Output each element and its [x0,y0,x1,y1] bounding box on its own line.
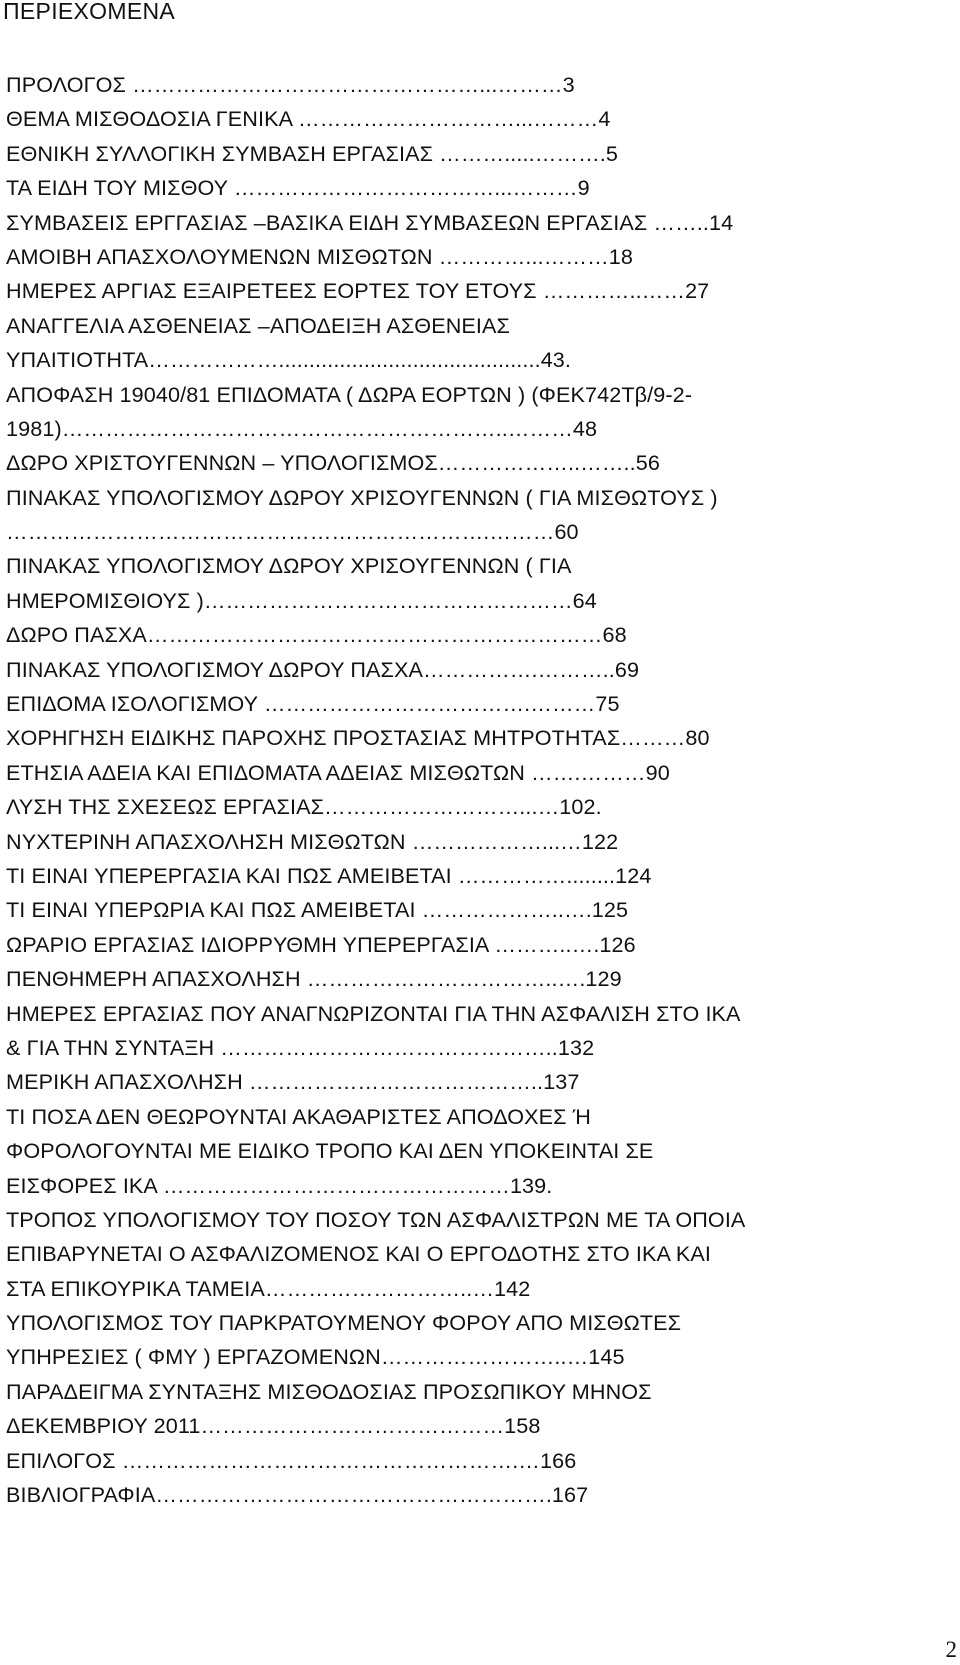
toc-line: ΣΥΜΒΑΣΕΙΣ ΕΡΓΓΑΣΙΑΣ –ΒΑΣΙΚΑ ΕΙΔΗ ΣΥΜΒΑΣΕΩΝ ΕΡΓΑΣΙΑΣ ……..14 [6,209,734,235]
page-number: 2 [945,1637,957,1662]
toc-line: ΕΙΣΦΟΡΕΣ ΙΚΑ …………………………………………139. [6,1172,553,1198]
toc-line: ΔΩΡΟ ΧΡΙΣΤΟΥΓΕΝΝΩΝ – ΥΠΟΛΟΓΙΣΜΟΣ………………..……..56 [6,450,660,476]
toc-line: ΒΙΒΛΙΟΓΡΑΦΙΑ……………………………………………….167 [6,1482,589,1508]
toc-line: ………………………………………………………….………60 [6,519,579,545]
toc-line: ΥΠΑΙΤΙΟΤΗΤΑ………………...........................................43. [6,347,572,373]
toc-line: ΠΑΡΑΔΕΙΓΜΑ ΣΥΝΤΑΞΗΣ ΜΙΣΘΟΔΟΣΙΑΣ ΠΡΟΣΩΠΙΚΟΥ ΜΗΝΟΣ [6,1378,652,1404]
toc-line: ΣΤΑ ΕΠΙΚΟΥΡΙΚΑ ΤΑΜΕΙΑ………………………..…142 [6,1275,531,1301]
toc-line: ΜΕΡΙΚΗ ΑΠΑΣΧΟΛΗΣΗ …………………………………..137 [6,1069,580,1095]
toc-line: ΕΠΙΛΟΓΟΣ ……………………………………………….…166 [6,1447,577,1473]
toc-line: ΕΤΗΣΙΑ ΑΔΕΙΑ ΚΑΙ ΕΠΙΔΟΜΑΤΑ ΑΔΕΙΑΣ ΜΙΣΘΩΤΩΝ …….………90 [6,759,670,785]
toc-line: ΗΜΕΡΕΣ ΑΡΓΙΑΣ ΕΞΑΙΡΕΤΕΕΣ ΕΟΡΤΕΣ ΤΟΥ ΕΤΟΥΣ …………..……27 [6,278,710,304]
toc-line: ΘΕΜΑ ΜΙΣΘΟΔΟΣΙΑ ΓΕΝΙΚΑ …………………………...………4 [6,106,611,132]
toc-line: ΩΡΑΡΙΟ ΕΡΓΑΣΙΑΣ ΙΔΙΟΡΡΥΘΜΗ ΥΠΕΡΕΡΓΑΣΙΑ ………..….126 [6,931,636,957]
toc-line: ΠΙΝΑΚΑΣ ΥΠΟΛΟΓΙΣΜΟΥ ΔΩΡΟΥ ΧΡΙΣΟΥΓΕΝΝΩΝ ( ΓΙΑ ΜΙΣΘΩΤΟΥΣ ) [6,484,718,510]
toc-line: ΦΟΡΟΛΟΓΟΥΝΤΑΙ ΜΕ ΕΙΔΙΚΟ ΤΡΟΠΟ ΚΑΙ ΔΕΝ ΥΠΟΚΕΙΝΤΑΙ ΣΕ [6,1138,654,1164]
toc-line: ΑΝΑΓΓΕΛΙΑ ΑΣΘΕΝΕΙΑΣ –ΑΠΟΔΕΙΞΗ ΑΣΘΕΝΕΙΑΣ [6,312,510,338]
toc-line: ΔΕΚΕΜΒΡΙΟΥ 2011……………………………………158 [6,1413,541,1439]
toc-line: ΤΙ ΠΟΣΑ ΔΕΝ ΘΕΩΡΟΥΝΤΑΙ ΑΚΑΘΑΡΙΣΤΕΣ ΑΠΟΔΟΧΕΣ Ή [6,1103,591,1129]
toc-line: ΧΟΡΗΓΗΣΗ ΕΙΔΙΚΗΣ ΠΑΡΟΧΗΣ ΠΡΟΣΤΑΣΙΑΣ ΜΗΤΡΟΤΗΤΑΣ………80 [6,725,710,751]
toc-line: ΕΠΙΔΟΜΑ ΙΣΟΛΟΓΙΣΜΟΥ ……………………………….………75 [6,691,620,717]
page-title: ΠΕΡΙΕΧΟΜΕΝΑ [3,0,176,24]
toc-line: ΑΜΟΙΒΗ ΑΠΑΣΧΟΛΟΥΜΕΝΩΝ ΜΙΣΘΩΤΩΝ …………...………18 [6,243,634,269]
toc-line: ΕΘΝΙΚΗ ΣΥΛΛΟΓΙΚΗ ΣΥΜΒΑΣΗ ΕΡΓΑΣΙΑΣ ……….....……….5 [6,140,618,166]
toc-line: ΤΑ ΕΙΔΗ ΤΟΥ ΜΙΣΘΟΥ ………………………………...………9 [6,175,590,201]
toc-line: ΠΕΝΘΗΜΕΡΗ ΑΠΑΣΧΟΛΗΣΗ ……………………………..….129 [6,966,622,992]
toc-line: ΤΡΟΠΟΣ ΥΠΟΛΟΓΙΣΜΟΥ ΤΟΥ ΠΟΣΟΥ ΤΩΝ ΑΣΦΑΛΙΣΤΡΩΝ ΜΕ ΤΑ ΟΠΟΙΑ [6,1206,746,1232]
toc-line: & ΓΙΑ ΤΗΝ ΣΥΝΤΑΞΗ ………………………………………..132 [6,1034,595,1060]
toc-line: ΑΠΟΦΑΣΗ 19040/81 ΕΠΙΔΟΜΑΤΑ ( ΔΩΡΑ ΕΟΡΤΩΝ ) (ΦΕΚ742Τβ/9-2- [6,381,693,407]
toc-line: ΔΩΡΟ ΠΑΣΧΑ………………………………………………………68 [6,622,627,648]
toc-line: ΗΜΕΡΟΜΙΣΘΙΟΥΣ )……………………………………………64 [6,587,597,613]
toc-line: ΛΥΣΗ ΤΗΣ ΣΧΕΣΕΩΣ ΕΡΓΑΣΙΑΣ………………………...…102. [6,794,602,820]
toc-line: 1981)……………………………………………………..………48 [6,415,598,441]
toc-line: ΝΥΧΤΕΡΙΝΗ ΑΠΑΣΧΟΛΗΣΗ ΜΙΣΘΩΤΩΝ ………………...…122 [6,828,619,854]
toc-line: ΠΙΝΑΚΑΣ ΥΠΟΛΟΓΙΣΜΟΥ ΔΩΡΟΥ ΠΑΣΧΑ…………….………..69 [6,656,640,682]
table-of-contents [6,68,941,1512]
toc-line: ΥΠΗΡΕΣΙΕΣ ( ΦΜΥ ) ΕΡΓΑΖΟΜΕΝΩΝ……………………..…145 [6,1344,625,1370]
toc-line: ΠΙΝΑΚΑΣ ΥΠΟΛΟΓΙΣΜΟΥ ΔΩΡΟΥ ΧΡΙΣΟΥΓΕΝΝΩΝ ( ΓΙΑ [6,553,572,579]
toc-line: ΥΠΟΛΟΓΙΣΜΟΣ ΤΟΥ ΠΑΡΚΡΑΤΟΥΜΕΝΟΥ ΦΟΡΟΥ ΑΠΟ ΜΙΣΘΩΤΕΣ [6,1310,682,1336]
toc-line: ΠΡΟΛΟΓΟΣ …………………………………………...………3 [6,72,575,97]
toc-line: ΤΙ ΕΙΝΑΙ ΥΠΕΡΕΡΓΑΣΙΑ ΚΑΙ ΠΩΣ ΑΜΕΙΒΕΤΑΙ ……………........124 [6,862,652,888]
toc-line: ΕΠΙΒΑΡΥΝΕΤΑΙ Ο ΑΣΦΑΛΙΖΟΜΕΝΟΣ ΚΑΙ Ο ΕΡΓΟΔΟΤΗΣ ΣΤΟ ΙΚΑ ΚΑΙ [6,1241,712,1267]
toc-line: ΗΜΕΡΕΣ ΕΡΓΑΣΙΑΣ ΠΟΥ ΑΝΑΓΝΩΡΙΖΟΝΤΑΙ ΓΙΑ ΤΗΝ ΑΣΦΑΛΙΣΗ ΣΤΟ ΙΚΑ [6,1000,741,1026]
toc-line: ΤΙ ΕΙΝΑΙ ΥΠΕΡΩΡΙΑ ΚΑΙ ΠΩΣ ΑΜΕΙΒΕΤΑΙ ………………..….125 [6,897,629,923]
